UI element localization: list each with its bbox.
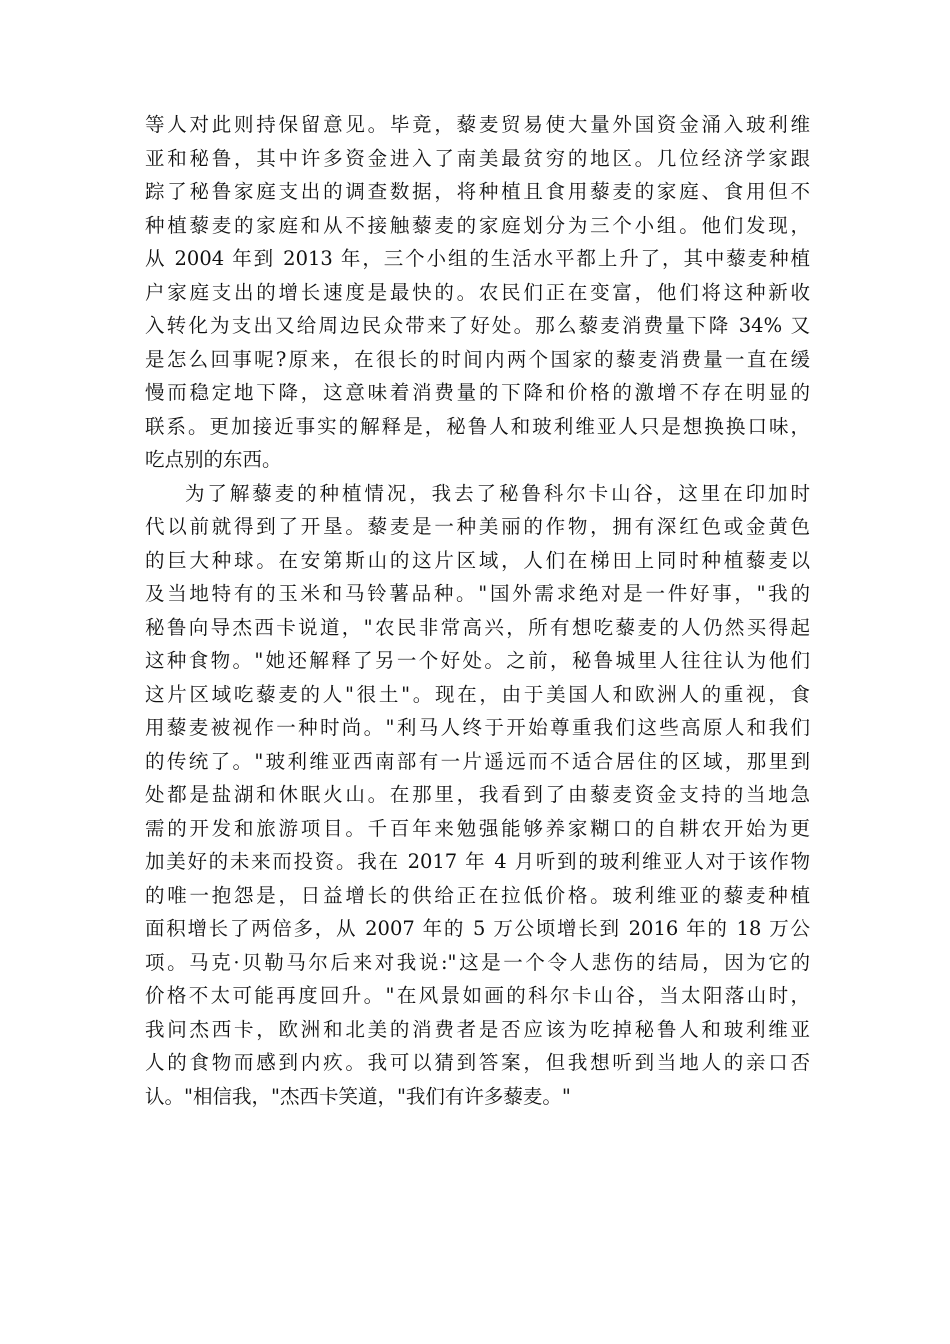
text-line: 面积增长了两倍多，从 2007 年的 5 万公顷增长到 2016 年的 18 万公 — [145, 917, 810, 940]
text-line: 项。马克·贝勒马尔后来对我说:"这是一个令人悲伤的结局，因为它的 — [145, 950, 810, 974]
text-line: 等人对此则持保留意见。毕竟，藜麦贸易使大量外国资金涌入玻利维 — [145, 113, 810, 136]
text-line: 价格不太可能再度回升。"在风景如画的科尔卡山谷，当太阳落山时， — [145, 984, 810, 1007]
text-line: 处都是盐湖和休眠火山。在那里，我看到了由藜麦资金支持的当地急 — [145, 783, 810, 806]
paragraph-2 — [145, 477, 810, 1114]
text-line: 的唯一抱怨是，日益增长的供给正在拉低价格。玻利维亚的藜麦种植 — [145, 883, 810, 907]
text-line: 慢而稳定地下降，这意味着消费量的下降和价格的激增不存在明显的 — [145, 381, 810, 404]
text-line: 的巨大种球。在安第斯山的这片区域，人们在梯田上同时种植藜麦以 — [145, 548, 810, 572]
paragraph-1 — [145, 108, 810, 477]
text-line: 这片区域吃藜麦的人"很土"。现在，由于美国人和欧洲人的重视，食 — [145, 682, 810, 706]
text-line: 吃点别的东西。 — [145, 448, 282, 471]
text-line: 秘鲁向导杰西卡说道，"农民非常高兴，所有想吃藜麦的人仍然买得起 — [145, 615, 810, 639]
text-line: 从 2004 年到 2013 年，三个小组的生活水平都上升了，其中藜麦种植 — [145, 247, 810, 270]
text-line: 的传统了。"玻利维亚西南部有一片遥远而不适合居住的区域，那里到 — [145, 749, 810, 773]
text-line: 认。"相信我，"杰西卡笑道，"我们有许多藜麦。" — [145, 1084, 571, 1108]
text-line: 为了解藜麦的种植情况，我去了秘鲁科尔卡山谷，这里在印加时 — [185, 481, 810, 505]
text-line: 亚和秘鲁，其中许多资金进入了南美最贫穷的地区。几位经济学家跟 — [145, 146, 810, 170]
text-line: 代以前就得到了开垦。藜麦是一种美丽的作物，拥有深红色或金黄色 — [145, 515, 810, 538]
article-body — [145, 108, 810, 1113]
text-line: 户家庭支出的增长速度是最快的。农民们正在变富，他们将这种新收 — [145, 280, 810, 304]
text-line: 需的开发和旅游项目。千百年来勉强能够养家糊口的自耕农开始为更 — [145, 816, 810, 840]
text-line: 联系。更加接近事实的解释是，秘鲁人和玻利维亚人只是想换换口味， — [145, 414, 810, 438]
text-line: 及当地特有的玉米和马铃薯品种。"国外需求绝对是一件好事，"我的 — [145, 582, 810, 605]
text-line: 种植藜麦的家庭和从不接触藜麦的家庭划分为三个小组。他们发现， — [145, 213, 810, 237]
text-line: 是怎么回事呢?原来，在很长的时间内两个国家的藜麦消费量一直在缓 — [145, 347, 810, 371]
text-line: 加美好的未来而投资。我在 2017 年 4 月听到的玻利维亚人对于该作物 — [145, 850, 810, 873]
text-line: 这种食物。"她还解释了另一个好处。之前，秘鲁城里人往往认为他们 — [145, 649, 810, 672]
text-line: 人的食物而感到内疚。我可以猜到答案，但我想听到当地人的亲口否 — [145, 1051, 810, 1074]
text-line: 我问杰西卡，欧洲和北美的消费者是否应该为吃掉秘鲁人和玻利维亚 — [145, 1017, 810, 1041]
text-line: 用藜麦被视作一种时尚。"利马人终于开始尊重我们这些高原人和我们 — [145, 716, 810, 739]
text-line: 踪了秘鲁家庭支出的调查数据，将种植且食用藜麦的家庭、食用但不 — [145, 180, 810, 203]
text-line: 入转化为支出又给周边民众带来了好处。那么藜麦消费量下降 34% 又 — [145, 314, 810, 337]
